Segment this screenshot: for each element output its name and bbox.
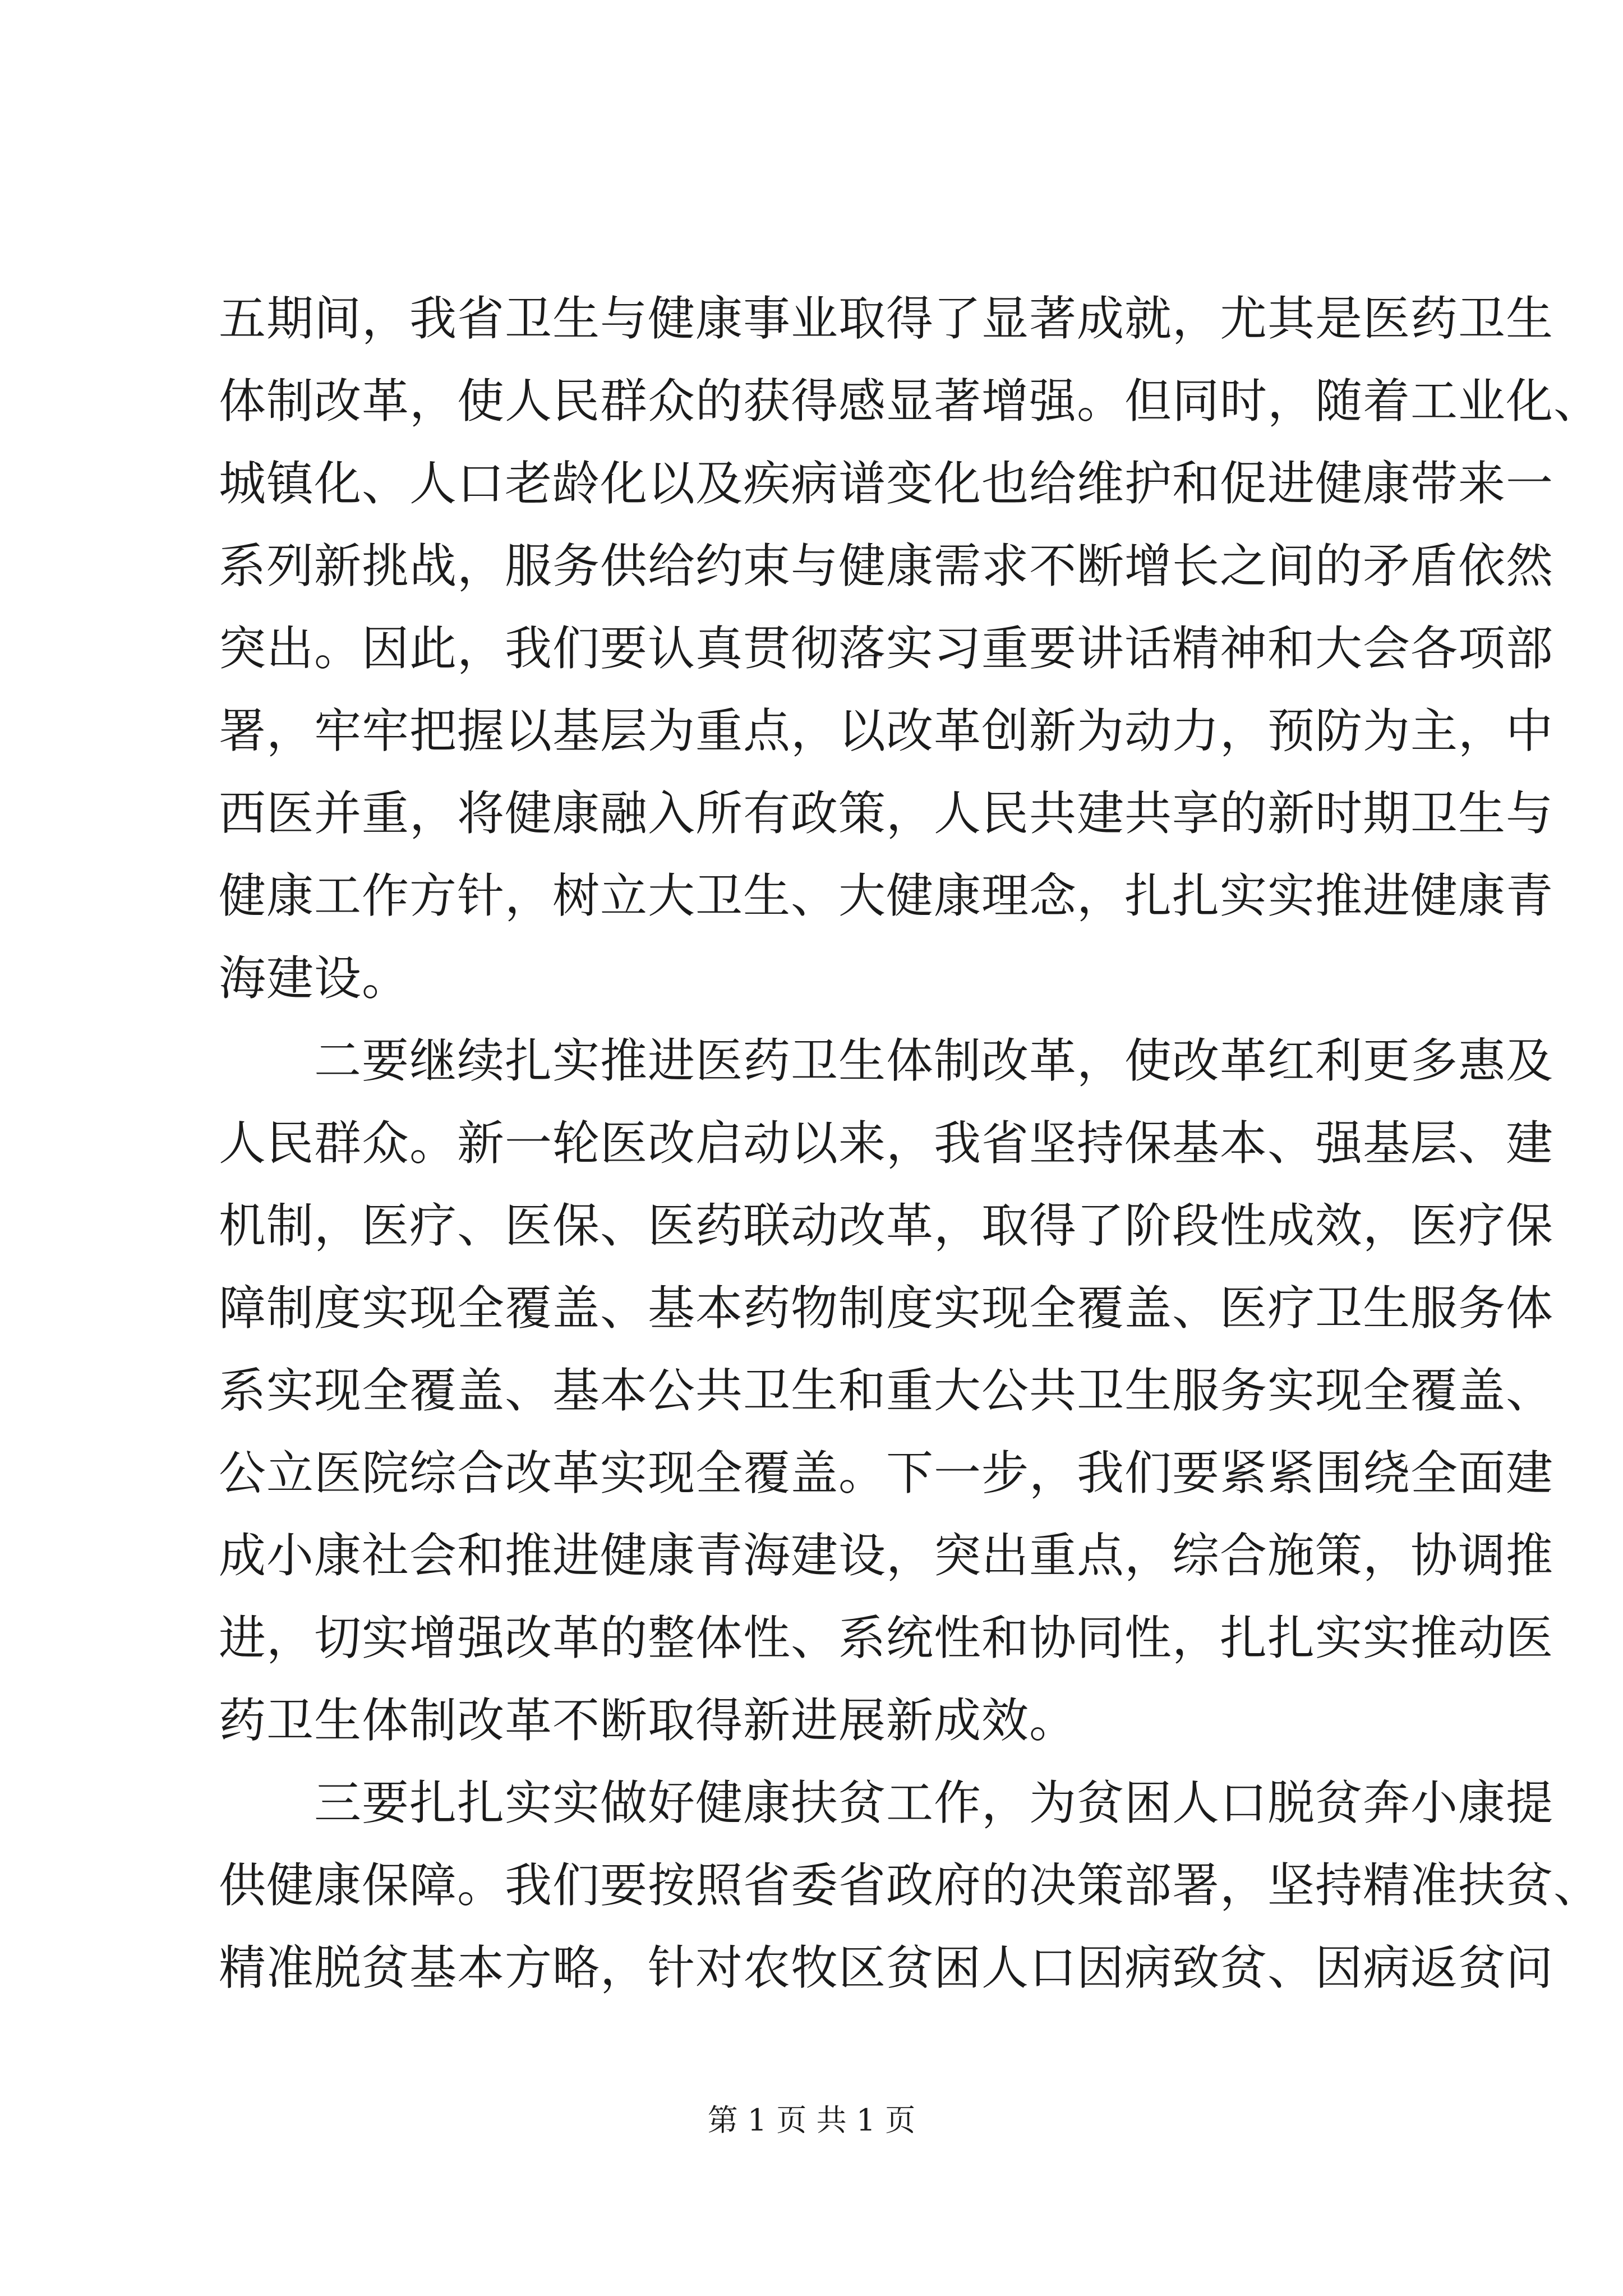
text-line: 系实现全覆盖、基本公共卫生和重大公共卫生服务实现全覆盖、 <box>219 1363 1554 1418</box>
text-line: 系列新挑战，服务供给约束与健康需求不断增长之间的矛盾依然 <box>219 539 1554 593</box>
text-line: 二要继续扎实推进医药卫生体制改革，使改革红利更多惠及 <box>219 1033 1554 1088</box>
text-line: 三要扎扎实实做好健康扶贫工作，为贫困人口脱贫奔小康提 <box>219 1775 1554 1830</box>
document-body <box>219 278 1602 2009</box>
text-line: 公立医院综合改革实现全覆盖。下一步，我们要紧紧围绕全面建 <box>219 1446 1554 1501</box>
text-line: 成小康社会和推进健康青海建设，突出重点，综合施策，协调推 <box>219 1528 1554 1583</box>
text-line: 西医并重，将健康融入所有政策，人民共建共享的新时期卫生与 <box>219 786 1554 841</box>
page-number: 第 1 页 共 1 页 <box>707 2102 916 2138</box>
paragraph <box>219 1762 1602 2009</box>
paragraph <box>219 1020 1554 1762</box>
text-line: 突出。因此，我们要认真贯彻落实习重要讲话精神和大会各项部 <box>219 621 1554 676</box>
text-line: 药卫生体制改革不断取得新进展新成效。 <box>219 1693 1077 1748</box>
text-line: 人民群众。新一轮医改启动以来，我省坚持保基本、强基层、建 <box>219 1116 1554 1171</box>
paragraph <box>219 278 1602 1020</box>
text-line: 障制度实现全覆盖、基本药物制度实现全覆盖、医疗卫生服务体 <box>219 1281 1554 1336</box>
text-line: 精准脱贫基本方略，针对农牧区贫困人口因病致贫、因病返贫问 <box>219 1940 1554 1995</box>
text-line: 进，切实增强改革的整体性、系统性和协同性，扎扎实实推动医 <box>219 1611 1554 1665</box>
text-line: 署，牢牢把握以基层为重点，以改革创新为动力，预防为主，中 <box>219 703 1554 758</box>
text-line: 海建设。 <box>219 951 410 1006</box>
text-line: 供健康保障。我们要按照省委省政府的决策部署，坚持精准扶贫、 <box>219 1858 1602 1913</box>
text-line: 城镇化、人口老龄化以及疾病谱变化也给维护和促进健康带来一 <box>219 456 1554 511</box>
text-line: 体制改革，使人民群众的获得感显著增强。但同时，随着工业化、 <box>219 374 1602 429</box>
text-line: 机制，医疗、医保、医药联动改革，取得了阶段性成效，医疗保 <box>219 1198 1554 1253</box>
page-footer <box>0 2101 1623 2140</box>
text-line: 五期间，我省卫生与健康事业取得了显著成就，尤其是医药卫生 <box>219 291 1554 346</box>
text-line: 健康工作方针，树立大卫生、大健康理念，扎扎实实推进健康青 <box>219 868 1554 923</box>
